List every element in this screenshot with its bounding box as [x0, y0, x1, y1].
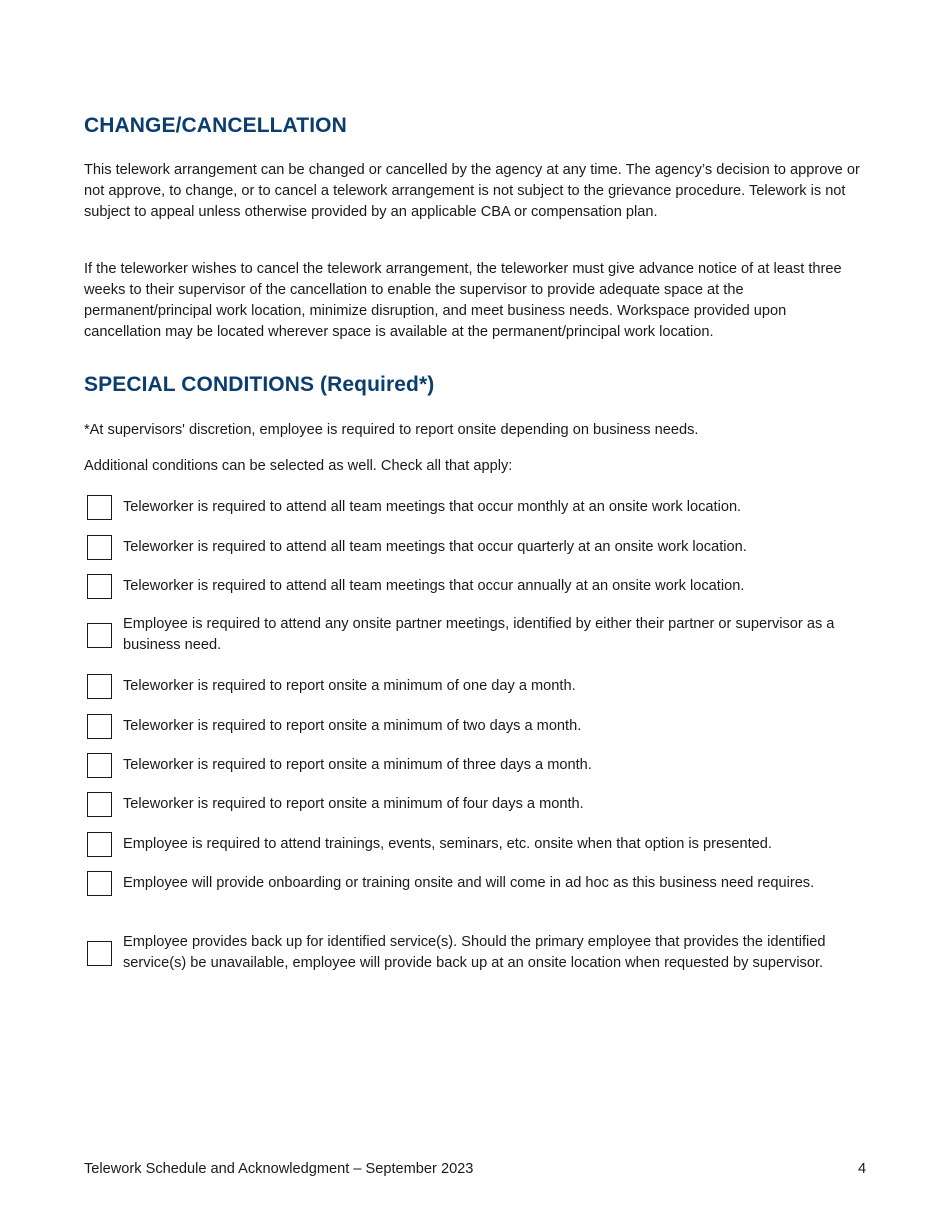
condition-item-partner-meetings — [84, 614, 866, 656]
condition-checkbox[interactable] — [87, 871, 112, 896]
condition-checkbox[interactable] — [87, 574, 112, 599]
change-paragraph-1: This telework arrangement can be changed or cancelled by the agency at any time. The agency’s decision to approve or not approve, to change, or to cancel a telework arrangement is not subject to the grievance procedure. Telework is not subject to appeal unless otherwise provided by an applicable CBA or compensation plan. — [84, 162, 860, 220]
condition-label: Employee will provide onboarding or training onsite and will come in ad hoc as this business need requires. — [123, 875, 815, 891]
special-conditions-intro: Additional conditions can be selected as well. Check all that apply: — [84, 458, 513, 474]
special-conditions-note: *At supervisors' discretion, employee is required to report onsite depending on business needs. — [84, 422, 699, 438]
section-heading-special-conditions: SPECIAL CONDITIONS (Required*) — [84, 373, 435, 396]
change-paragraph-2: If the teleworker wishes to cancel the telework arrangement, the teleworker must give advance notice of at least three weeks to their supervisor of the cancellation to enable the supervisor to provide adequate space at the permanent/principal work location, minimize disruption, and meet business needs. Workspace provided upon cancellation may be located wherever space is available at the permanent/principal work location. — [84, 261, 842, 340]
condition-item-annual-meetings — [84, 574, 866, 599]
condition-checkbox[interactable] — [87, 674, 112, 699]
condition-label: Teleworker is required to report onsite a minimum of two days a month. — [123, 718, 582, 734]
condition-label: Teleworker is required to report onsite a minimum of three days a month. — [123, 757, 592, 773]
condition-label: Employee provides back up for identified service(s). Should the primary employee that provides the identified service(s) be unavailable, employee will provide back up at an onsite location when requested by supervisor. — [123, 934, 826, 971]
condition-item-monthly-meetings — [84, 495, 866, 520]
condition-checkbox[interactable] — [87, 941, 112, 966]
condition-checkbox[interactable] — [87, 714, 112, 739]
condition-checkbox[interactable] — [87, 832, 112, 857]
condition-item-onboarding-training — [84, 871, 866, 896]
condition-checkbox[interactable] — [87, 495, 112, 520]
condition-label: Employee is required to attend any onsite partner meetings, identified by either their partner or supervisor as a business need. — [123, 616, 835, 653]
condition-label: Teleworker is required to attend all team meetings that occur quarterly at an onsite work location. — [123, 539, 747, 555]
condition-item-one-day-month — [84, 674, 866, 699]
condition-label: Teleworker is required to attend all team meetings that occur monthly at an onsite work location. — [123, 499, 742, 515]
condition-label: Employee is required to attend trainings, events, seminars, etc. onsite when that option is presented. — [123, 836, 772, 852]
condition-item-two-days-month — [84, 714, 866, 739]
section-heading-change-cancellation: CHANGE/CANCELLATION — [84, 114, 347, 137]
condition-item-three-days-month — [84, 753, 866, 778]
condition-label: Teleworker is required to report onsite a minimum of four days a month. — [123, 796, 584, 812]
condition-item-trainings-events — [84, 832, 866, 857]
condition-checkbox[interactable] — [87, 623, 112, 648]
condition-item-four-days-month — [84, 792, 866, 817]
condition-checkbox[interactable] — [87, 535, 112, 560]
condition-label: Teleworker is required to attend all team meetings that occur annually at an onsite work location. — [123, 578, 745, 594]
footer-page-number: 4 — [858, 1161, 867, 1177]
condition-item-back-up-service — [84, 932, 866, 974]
condition-item-quarterly-meetings — [84, 535, 866, 560]
footer-document-title: Telework Schedule and Acknowledgment – September 2023 — [84, 1161, 474, 1177]
condition-label: Teleworker is required to report onsite a minimum of one day a month. — [123, 678, 576, 694]
condition-checkbox[interactable] — [87, 753, 112, 778]
condition-checkbox[interactable] — [87, 792, 112, 817]
